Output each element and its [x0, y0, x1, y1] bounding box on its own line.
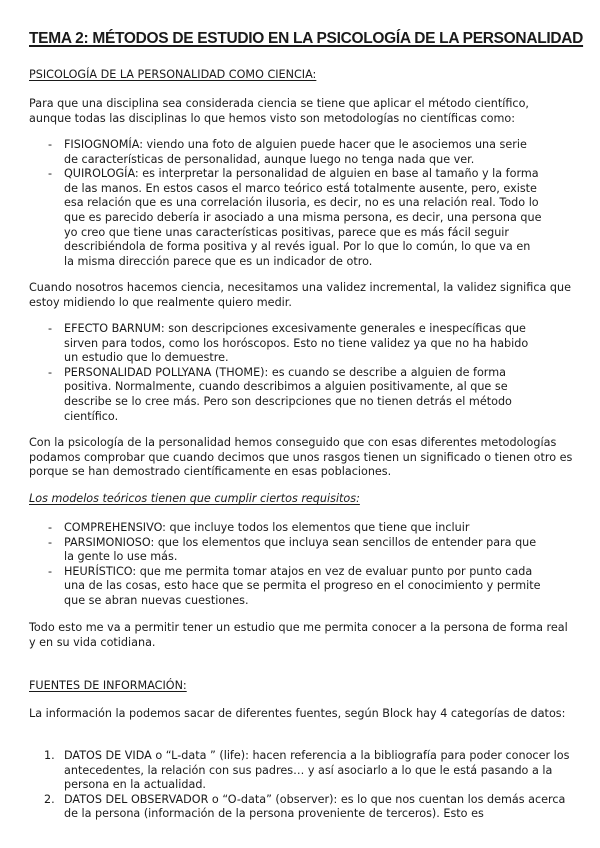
section-heading-ciencia: PSICOLOGÍA DE LA PERSONALIDAD COMO CIENCIA: [29, 68, 317, 81]
bullet-dash: - [48, 535, 53, 549]
requirements-list [0, 521, 600, 609]
bullet-dash: - [48, 365, 53, 379]
list-item-text: PARSIMONIOSO: que los elementos que incluya sean sencillos de entender para que la gente lo use más. [64, 535, 537, 564]
sources-intro: La información la podemos sacar de diferentes fuentes, según Block hay 4 categorías de datos: [29, 707, 566, 720]
list-item-text: QUIROLOGÍA: es interpretar la personalidad de alguien en base al tamaño y la forma de las manos. En estos casos el marco teórico está totalmente ausente, pero, existe esa relación que es una correlación ilusoria, es decir, no es una relación real. Todo lo que es parecido debería ir asociado a una misma persona, es decir, una persona que yo creo que tiene unas características positivas, parece que es más fácil seguir describiéndola de forma positiva y al revés igual. Por lo que lo común, lo que va en la misma dirección parece que es un indicador de otro. [64, 167, 542, 268]
bullet-dash: - [48, 138, 53, 151]
models-subheading [29, 492, 574, 507]
list-item-text: HEURÍSTICO: que me permita tomar atajos en vez de evaluar punto por punto cada una de las cosas, esto hace que se permita el progreso en el conocimiento y permite que se abran nuevas cuestiones. [64, 564, 541, 607]
bullet-dash: - [48, 521, 53, 534]
list-item [0, 521, 542, 536]
list-item-text: PERSONALIDAD POLLYANA (THOME): es cuando se describe a alguien de forma positiva. Normalmente, cuando describimos a alguien positivamente, al que se describe se lo cree más. Pero son descripciones que no tienen detrás el método científico. [64, 365, 512, 423]
list-item-text: DATOS DEL OBSERVADOR o “O-data” (observer): es lo que nos cuentan los demás acerca de la persona (información de la persona proveniente de terceros). Esto es [64, 792, 566, 821]
list-number: 1. [44, 749, 55, 762]
personality-paragraph: Con la psicología de la personalidad hemos conseguido que con esas diferentes metodologías podamos comprobar que cuando decimos que unos rasgos tienen un significado o tienen otro es porque se han demostrado científicamente en esas poblaciones. [29, 436, 573, 479]
bullet-dash: - [48, 564, 53, 578]
list-item-text: FISIOGNOMÍA: viendo una foto de alguien puede hacer que le asociemos una serie de características de personalidad, aunque luego no tenga nada que ver. [64, 138, 527, 166]
data-categories-list [0, 749, 600, 822]
section-heading-fuentes: FUENTES DE INFORMACIÓN: [29, 679, 187, 692]
list-item [0, 167, 542, 269]
list-item-text: EFECTO BARNUM: son descripciones excesivamente generales e inespecíficas que sirven para todos, como los horóscopos. Esto no tiene validez ya que no ha habido un estudio que lo demuestre. [64, 322, 529, 365]
list-item [0, 536, 542, 565]
list-item [0, 565, 542, 609]
models-subheading-text: Los modelos teóricos tienen que cumplir ciertos requisitos: [29, 492, 360, 505]
validity-paragraph: Cuando nosotros hacemos ciencia, necesitamos una validez incremental, la validez significa que estoy midiendo lo que realmente quiero medir. [29, 281, 571, 309]
page-title: TEMA 2: MÉTODOS DE ESTUDIO EN LA PSICOLOGÍA DE LA PERSONALIDAD [29, 30, 584, 47]
list-item-text: COMPREHENSIVO: que incluye todos los elementos que tiene que incluir [64, 521, 470, 534]
list-item [0, 138, 542, 167]
intro-paragraph: Para que una disciplina sea considerada ciencia se tiene que aplicar el método científico, aunque todas las disciplinas lo que hemos visto son metodologías no científicas como: [29, 97, 529, 125]
list-item [0, 322, 542, 366]
bullet-dash: - [48, 167, 53, 181]
list-item [0, 793, 572, 822]
bullet-dash: - [48, 322, 53, 335]
list-item [0, 749, 572, 793]
pseudoscience-list [0, 138, 600, 269]
list-item [0, 366, 542, 424]
conclusion-paragraph: Todo esto me va a permitir tener un estudio que me permita conocer a la persona de forma real y en su vida cotidiana. [29, 621, 568, 649]
effects-list [0, 322, 600, 424]
list-item-text: DATOS DE VIDA o “L-data ” (life): hacen referencia a la bibliografía para poder conocer los antecedentes, la relación con sus padres… y así asociarlo a lo que le está pasando a la persona en la actualidad. [64, 749, 570, 792]
list-number: 2. [44, 792, 55, 806]
